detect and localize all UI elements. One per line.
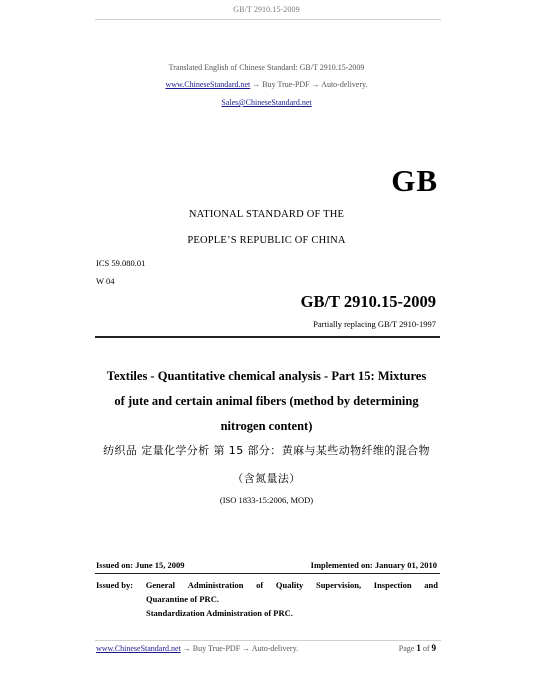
title-line: nitrogen content) xyxy=(220,419,313,433)
issuing-authorities xyxy=(96,578,438,620)
header-divider xyxy=(95,19,441,20)
page-indicator: Page 1 of 9 xyxy=(398,643,436,653)
footer-site-link[interactable]: www.ChineseStandard.net xyxy=(96,644,181,653)
standard-number: GB/T 2910.15-2009 xyxy=(300,292,436,311)
footer-purchase-text: → Buy True-PDF → Auto-delivery. xyxy=(180,644,299,653)
country-line: PEOPLE’S REPUBLIC OF CHINA xyxy=(187,235,346,246)
site-link[interactable]: www.ChineseStandard.net xyxy=(165,80,251,89)
national-standard-line: NATIONAL STANDARD OF THE xyxy=(188,209,345,220)
english-title xyxy=(0,364,533,439)
classification-code: W 04 xyxy=(96,276,115,286)
chinese-subtitle: （含氮量法） xyxy=(232,472,301,485)
issued-by-line-3: Standardization Administration of PRC. xyxy=(146,608,293,618)
purchase-text: → Buy True-PDF → Auto-delivery. xyxy=(250,80,368,89)
issued-by-line: Issued by: General Administration of Quality Supervision, Inspection and xyxy=(96,580,438,590)
title-line: of jute and certain animal fibers (method by determining xyxy=(114,394,419,408)
chinese-title: 纺织品 定量化学分析 第 15 部分：黄麻与某些动物纤维的混合物 xyxy=(103,444,430,457)
sales-line xyxy=(0,98,533,107)
title-rule xyxy=(95,336,440,338)
gb-mark: GB xyxy=(391,163,438,198)
running-header: GB/T 2910.15-2009 xyxy=(233,5,300,14)
dates-rule xyxy=(95,573,440,574)
issued-by-line-2: Quarantine of PRC. xyxy=(146,594,219,604)
iso-reference: (ISO 1833-15:2006, MOD) xyxy=(219,495,314,505)
translation-note: Translated English of Chinese Standard: GB/T 2910.15-2009 xyxy=(168,63,365,72)
footer-links xyxy=(96,644,298,653)
implemented-date: Implemented on: January 01, 2010 xyxy=(310,560,437,570)
sales-email-link[interactable]: Sales@ChineseStandard.net xyxy=(221,98,312,107)
purchase-links-line xyxy=(0,80,533,89)
title-line: Textiles - Quantitative chemical analysis - Part 15: Mixtures xyxy=(106,369,427,383)
footer-divider xyxy=(95,640,441,641)
issued-date: Issued on: June 15, 2009 xyxy=(96,560,185,570)
replacing-note: Partially replacing GB/T 2910-1997 xyxy=(313,319,436,329)
ics-code: ICS 59.080.01 xyxy=(96,258,146,268)
